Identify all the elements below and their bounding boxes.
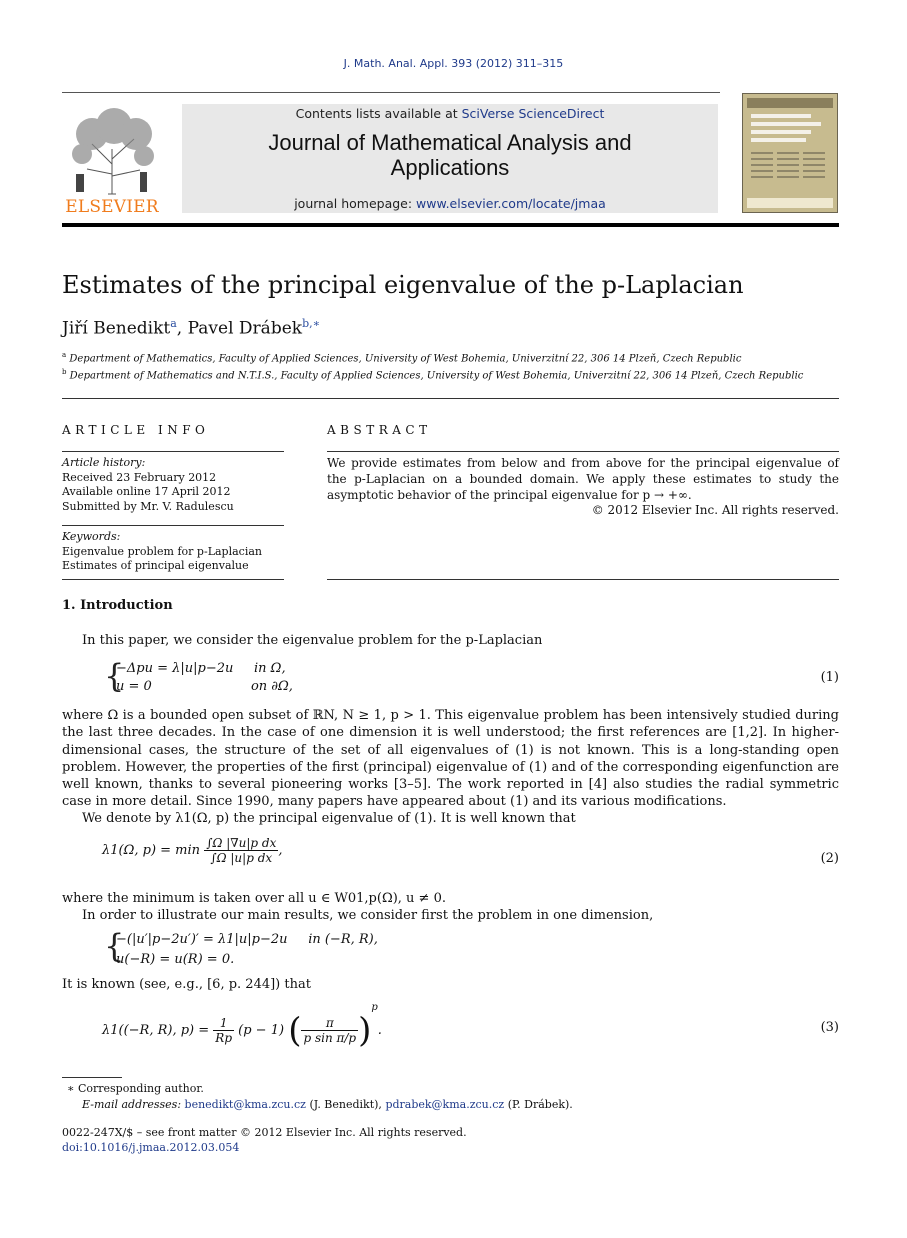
keywords — [62, 530, 262, 574]
keyword-item: Eigenvalue problem for p-Laplacian — [62, 544, 262, 558]
keyword-item: Estimates of principal eigenvalue — [62, 559, 249, 572]
fraction-numerator: ∫Ω |∇u|p dx — [206, 836, 277, 850]
journal-cover-thumbnail — [742, 93, 838, 213]
footnote-rule — [62, 1077, 122, 1078]
received-date: Received 23 February 2012 — [62, 470, 217, 484]
keywords-label: Keywords: — [62, 530, 121, 543]
paragraph: In order to illustrate our main results, we consider first the problem in one dimension, — [82, 908, 654, 923]
fraction-denominator: ∫Ω |u|p dx — [210, 851, 273, 865]
abstract-rule — [327, 579, 839, 580]
equation-line: u = 0 on ∂Ω, — [116, 679, 293, 694]
paragraph: In this paper, we consider the eigenvalue problem for the p-Laplacian — [82, 633, 543, 648]
corresponding-author-note: ∗ Corresponding author. — [67, 1082, 204, 1095]
journal-title-line1: Journal of Mathematical Analysis and — [268, 130, 632, 155]
abstract-rule — [327, 451, 839, 452]
equation-fraction — [204, 836, 278, 865]
doi-link[interactable]: doi:10.1016/j.jmaa.2012.03.054 — [62, 1141, 240, 1154]
header-thick-rule — [62, 223, 839, 227]
header-rule — [62, 92, 720, 93]
equation-2: λ1(Ω, p) = min $\frac{\text{∫Ω |∇u|p dx}}{\text{∫Ω |u|p dx}}$ , — [102, 836, 283, 865]
fraction-numerator: π — [301, 1016, 358, 1031]
author-affiliation-mark[interactable]: a — [170, 317, 177, 330]
email-owner: (P. Drábek). — [504, 1098, 573, 1111]
elsevier-wordmark: ELSEVIER — [65, 197, 159, 217]
equation-fraction — [213, 1016, 234, 1045]
affiliation-b — [62, 368, 803, 381]
abstract-copyright: © 2012 Elsevier Inc. All rights reserved. — [591, 503, 839, 517]
paragraph: where Ω is a bounded open subset of ℝN, N ≥ 1, p > 1. This eigenvalue problem has been intensively studied during the last three decades. In the case of one dimension it is well understood; the first references are [1,2]. In higher-dimensional cases, the structure of the set of all eigenvalues of (1) is not known. This is a long-standing open problem. However, the properties of the first (principal) eigenvalue of (1) and of the corresponding eigenfunction are well known, thanks to several pioneering works [3–5]. The work reported in [4] also studies the radial symmetric case in more detail. Since 1990, many papers have appeared about (1) and its various modifications. — [62, 708, 839, 810]
sciencedirect-link[interactable]: SciVerse ScienceDirect — [461, 106, 605, 121]
paragraph: We denote by λ1(Ω, p) the principal eigenvalue of (1). It is well known that — [82, 811, 576, 826]
author-name: Jiří Benedikt — [62, 318, 171, 339]
journal-title — [182, 130, 718, 180]
equation-exponent: p — [371, 1002, 378, 1013]
section-heading: 1. Introduction — [62, 598, 173, 613]
history-label: Article history: — [62, 456, 146, 469]
article-info-rule — [62, 579, 284, 580]
equation-left: λ1(Ω, p) = min — [102, 843, 201, 858]
affiliation-mark: b — [62, 368, 67, 376]
article-info-rule — [62, 525, 284, 526]
journal-citation[interactable]: J. Math. Anal. Appl. 393 (2012) 311–315 — [343, 57, 564, 70]
paragraph: where the minimum is taken over all u ∈ W01,p(Ω), u ≠ 0. — [62, 891, 446, 906]
affiliation-text: Department of Mathematics and N.T.I.S., Faculty of Applied Sciences, University of West Bohemia, Univerzitní 22, 306 14 Plzeň, Czech Republic — [69, 370, 804, 382]
homepage-line — [182, 196, 718, 211]
affiliation-mark: a — [62, 351, 67, 359]
abstract-text: We provide estimates from below and from above for the principal eigenvalue of the p-Laplacian on a bounded domain. We apply these estimates to study the asymptotic behavior of the principal eigenvalue for p → +∞. — [327, 456, 839, 502]
equation-3: λ1((−R, R), p) = $\frac{1}{Rp}$ (p − 1) ( $\frac{\pi}{\text{p sin π/p}}$ )$^p$. — [102, 1002, 382, 1051]
available-date: Available online 17 April 2012 — [62, 485, 231, 498]
homepage-link[interactable]: www.elsevier.com/locate/jmaa — [416, 196, 606, 211]
equation-line: u(−R) = u(R) = 0. — [116, 952, 235, 967]
equation-middle: (p − 1) — [238, 1023, 285, 1038]
affiliation-text: Department of Mathematics, Faculty of Applied Sciences, University of West Bohemia, Univerzitní 22, 306 14 Plzeň, Czech Republic — [69, 353, 742, 365]
homepage-prefix: journal homepage: — [294, 196, 417, 211]
author-affiliation-mark[interactable]: b,∗ — [302, 317, 321, 330]
email-footnote — [82, 1098, 573, 1111]
article-history — [62, 456, 234, 514]
email-link[interactable]: pdrabek@kma.zcu.cz — [385, 1098, 505, 1111]
fraction-numerator: 1 — [213, 1016, 234, 1031]
equation-number: (2) — [820, 851, 839, 866]
journal-title-line2: Applications — [390, 155, 510, 180]
paragraph: It is known (see, e.g., [6, p. 244]) that — [62, 977, 311, 992]
author-list: Jiří Benedikt$^a$, Pavel Drábek$^{b,∗}$ — [62, 317, 321, 339]
equation-line: −Δpu = λ|u|p−2u in Ω, — [116, 661, 286, 676]
contents-line — [182, 106, 718, 121]
contents-prefix: Contents lists available at — [295, 106, 462, 121]
submitted-by: Submitted by Mr. V. Radulescu — [62, 499, 234, 513]
equation-left: λ1((−R, R), p) = — [102, 1023, 210, 1038]
fraction-denominator: Rp — [215, 1031, 233, 1045]
equation-inner-fraction — [301, 1016, 358, 1045]
email-owner: (J. Benedikt), — [305, 1098, 386, 1111]
equation-number: (3) — [820, 1020, 839, 1035]
article-info-rule — [62, 451, 284, 452]
affiliation-a — [62, 351, 741, 364]
article-title: Estimates of the principal eigenvalue of the p-Laplacian — [62, 271, 744, 299]
email-link[interactable]: benedikt@kma.zcu.cz — [184, 1098, 306, 1111]
issn-line: 0022-247X/$ – see front matter © 2012 Elsevier Inc. All rights reserved. — [62, 1126, 467, 1139]
email-label: E-mail addresses: — [82, 1098, 185, 1111]
fraction-denominator: p sin π/p — [303, 1031, 357, 1045]
equation-line: −(|u′|p−2u′)′ = λ1|u|p−2u in (−R, R), — [116, 932, 378, 947]
section-rule — [62, 398, 839, 399]
equation-number: (1) — [820, 670, 839, 685]
abstract-label: ABSTRACT — [327, 423, 432, 437]
article-info-label: ARTICLE INFO — [62, 423, 210, 437]
author-name: Pavel Drábek — [187, 318, 303, 339]
